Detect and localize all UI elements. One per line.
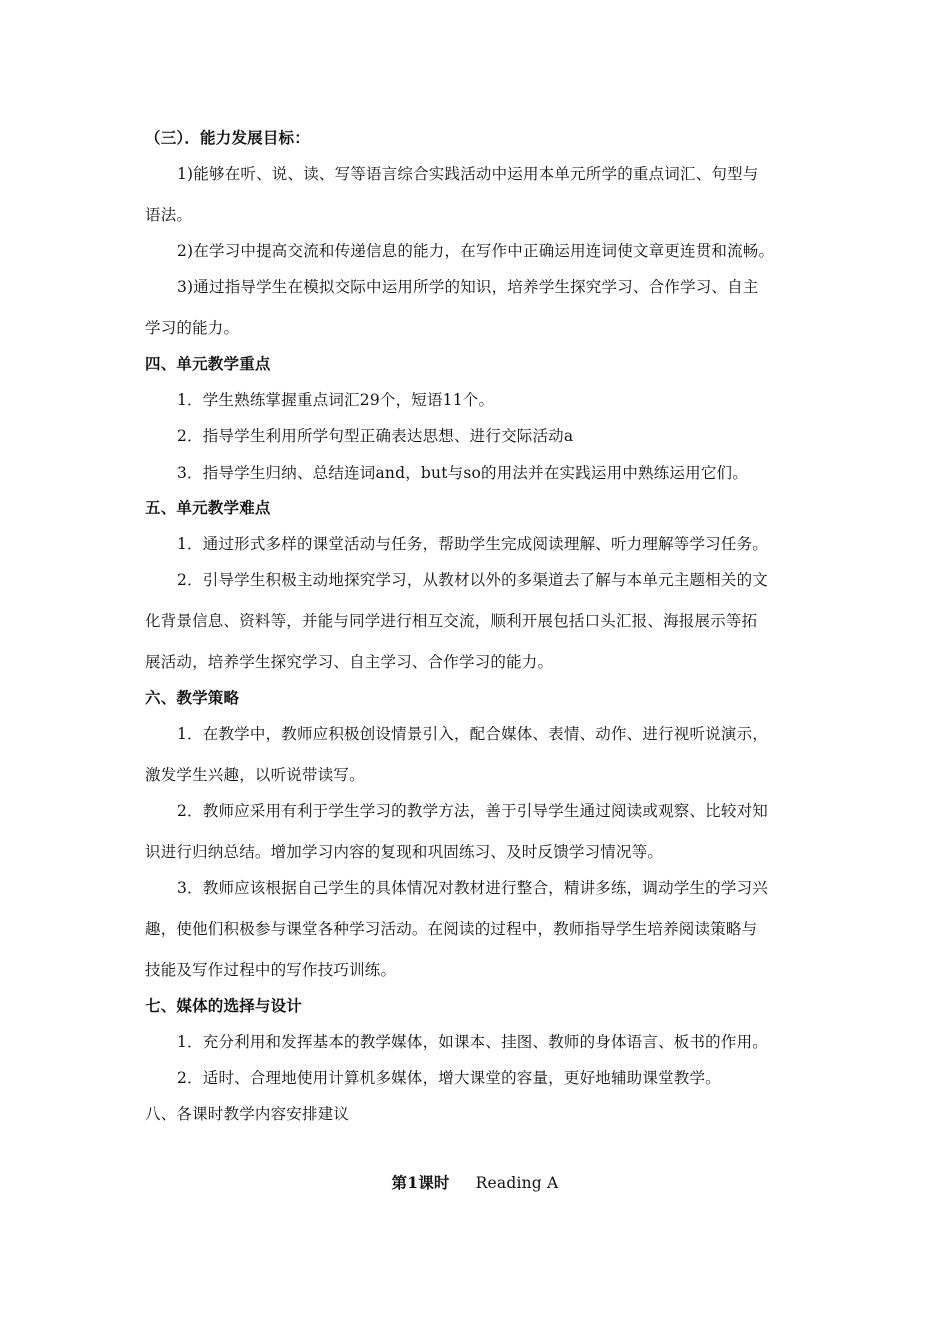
section3-item1-line2: 语法。 (145, 206, 193, 224)
section5-item2-line2: 化背景信息、资料等，并能与同学进行相互交流，顺利开展包括口头汇报、海报展示等拓 (145, 612, 758, 630)
section6-item3-line2: 趣，使他们积极参与课堂各种学习活动。在阅读的过程中，教师指导学生培养阅读策略与 (145, 920, 758, 938)
section3-heading: （三）．能力发展目标： (145, 128, 310, 147)
section7-item1: 1．充分利用和发挥基本的教学媒体，如课本、挂图、教师的身体语言、板书的作用。 (177, 1033, 768, 1051)
section6-heading: 六、教学策略 (145, 688, 240, 707)
lesson-title: 第1课时 (391, 1173, 450, 1192)
section6-item2-line1: 2．教师应采用有利于学生学习的教学方法，善于引导学生通过阅读或观察、比较对知 (177, 802, 768, 820)
section3-item1-line1: 1)能够在听、说、读、写等语言综合实践活动中运用本单元所学的重点词汇、句型与 (177, 165, 759, 183)
section7-item2: 2．适时、合理地使用计算机多媒体，增大课堂的容量，更好地辅助课堂教学。 (177, 1069, 721, 1087)
section7-heading: 七、媒体的选择与设计 (145, 996, 303, 1015)
section6-item1-line1: 1．在教学中，教师应积极创设情景引入，配合媒体、表情、动作、进行视听说演示， (177, 725, 768, 743)
section6-item2-line2: 识进行归纳总结。增加学习内容的复现和巩固练习、及时反馈学习情况等。 (145, 843, 664, 861)
section6-item3-line1: 3．教师应该根据自己学生的具体情况对教材进行整合，精讲多练，调动学生的学习兴 (177, 879, 768, 897)
section4-item1: 1．学生熟练掌握重点词汇29个，短语11个。 (177, 391, 495, 409)
lesson-subtitle: Reading A (475, 1174, 559, 1192)
section8-heading: 八、各课时教学内容安排建议 (145, 1105, 350, 1123)
section3-item3-line1: 3)通过指导学生在模拟交际中运用所学的知识，培养学生探究学习、合作学习、自主 (177, 278, 759, 296)
section6-item3-line3: 技能及写作过程中的写作技巧训练。 (145, 961, 397, 979)
section5-item2-line1: 2．引导学生积极主动地探究学习，从教材以外的多渠道去了解与本单元主题相关的文 (177, 571, 768, 589)
section4-item3: 3．指导学生归纳、总结连词and，but与so的用法并在实践运用中熟练运用它们。 (177, 464, 748, 482)
section4-heading: 四、单元教学重点 (145, 354, 271, 373)
section4-item2: 2．指导学生利用所学句型正确表达思想、进行交际活动a (177, 427, 574, 445)
lesson-heading (0, 1173, 950, 1193)
section3-item3-line2: 学习的能力。 (145, 319, 240, 337)
section6-item1-line2: 激发学生兴趣，以听说带读写。 (145, 766, 365, 784)
section5-heading: 五、单元教学难点 (145, 498, 271, 517)
section3-item2: 2)在学习中提高交流和传递信息的能力，在写作中正确运用连词使文章更连贯和流畅。 (177, 242, 775, 260)
section5-item1: 1．通过形式多样的课堂活动与任务，帮助学生完成阅读理解、听力理解等学习任务。 (177, 535, 768, 553)
section5-item2-line3: 展活动，培养学生探究学习、自主学习、合作学习的能力。 (145, 653, 554, 671)
